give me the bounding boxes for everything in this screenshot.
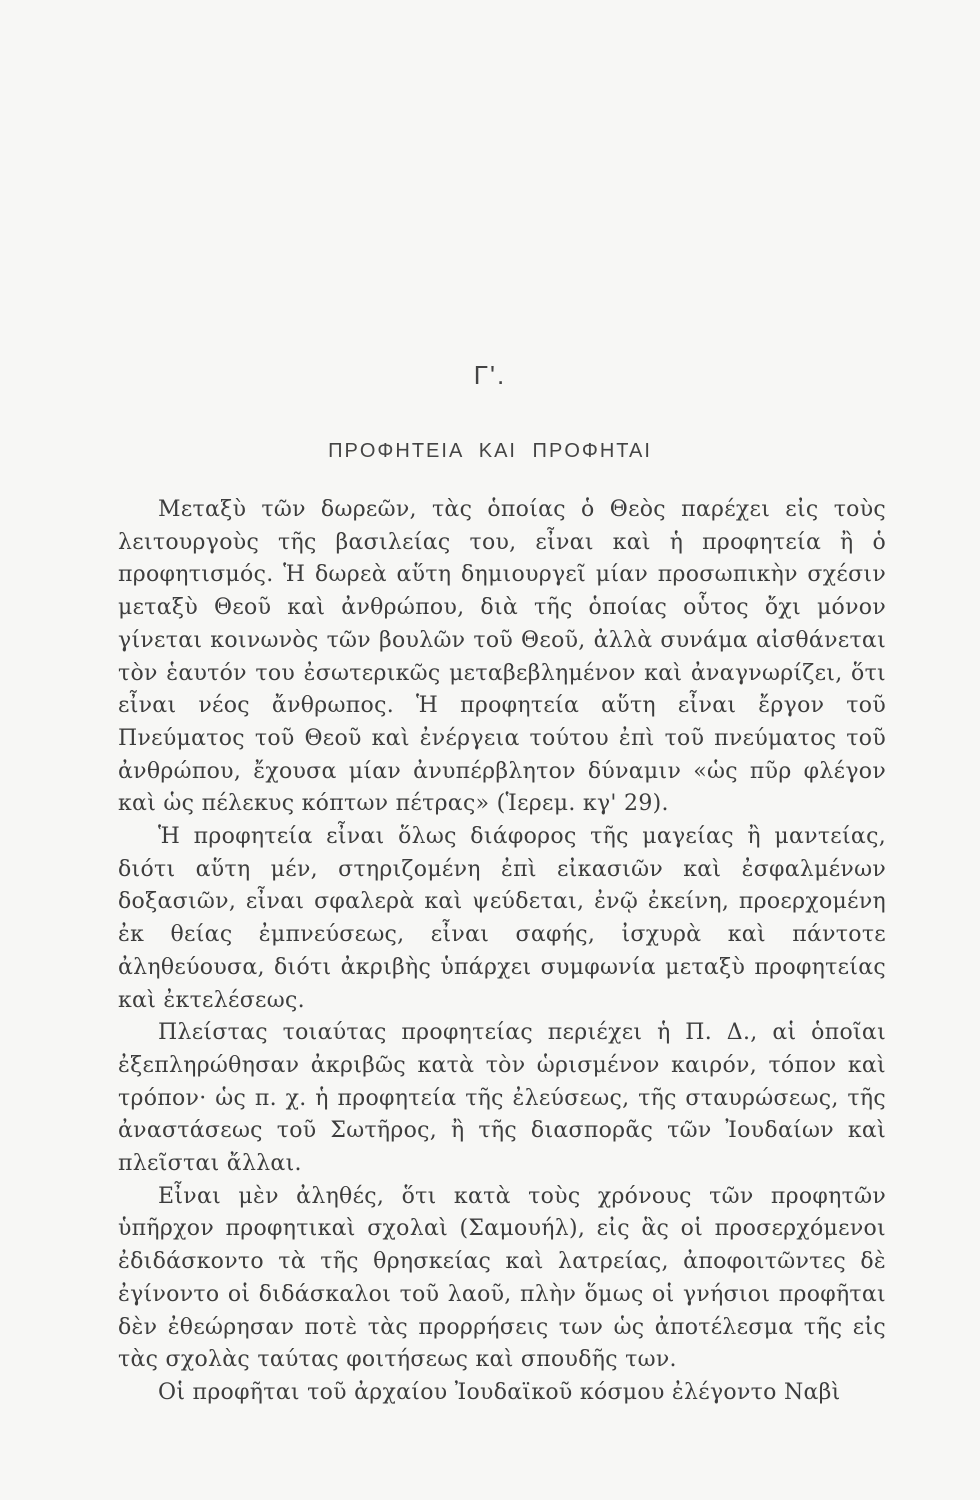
body-text [118,494,886,1410]
chapter-number: Γ'. [473,360,507,390]
paragraph-2: Ἡ προφητεία εἶναι ὅλως διάφορος τῆς μαγείας ἢ μαντείας, διότι αὕτη μέν, στηριζομένη ἐπὶ εἰκασιῶν καὶ ἐσφαλμένων δοξασιῶν, εἶναι σφαλερὰ καὶ ψεύδεται, ἐνῷ ἐκείνη, προερχομένη ἐκ θείας ἐμπνεύσεως, εἶναι σαφής, ἰσχυρὰ καὶ πάντοτε ἀληθεύουσα, διότι ἀκριβὴς ὑπάρχει συμφωνία μεταξὺ προφητείας καὶ ἐκτελέσεως. [118,824,886,1013]
paragraph-5: Οἱ προφῆται τοῦ ἀρχαίου Ἰουδαϊκοῦ κόσμου ἐλέγοντο Ναβὶ [158,1379,841,1405]
paragraph-4: Εἶναι μὲν ἀληθές, ὅτι κατὰ τοὺς χρόνους τῶν προφητῶν ὑπῆρχον προφητικαὶ σχολαὶ (Σαμουήλ), εἰς ἃς οἱ προσερχόμενοι ἐδιδάσκοντο τὰ τῆς θρησκείας καὶ λατρείας, ἀποφοιτῶντες δὲ ἐγίνοντο οἱ διδάσκαλοι τοῦ λαοῦ, πλὴν ὅμως οἱ γνήσιοι προφῆται δὲν ἐθεώρησαν ποτὲ τὰς προρρήσεις των ὡς ἀποτέλεσμα τῆς εἰς τὰς σχολὰς ταύτας φοιτήσεως καὶ σπουδῆς των. [118,1183,886,1373]
chapter-title: ΠΡΟΦΗΤΕΙΑ ΚΑΙ ΠΡΟΦΗΤΑΙ [328,440,652,462]
paragraph-1: Μεταξὺ τῶν δωρεῶν, τὰς ὁποίας ὁ Θεὸς παρέχει εἰς τοὺς λειτουργοὺς τῆς βασιλείας του, εἶναι καὶ ἡ προφητεία ἢ ὁ προφητισμός. Ἡ δωρεὰ αὕτη δημιουργεῖ μίαν προσωπικὴν σχέσιν μεταξὺ Θεοῦ καὶ ἀνθρώπου, διὰ τῆς ὁποίας οὗτος ὄχι μόνον γίνεται κοινωνὸς τῶν βουλῶν τοῦ Θεοῦ, ἀλλὰ συνάμα αἰσθάνεται τὸν ἑαυτόν του ἐσωτερικῶς μεταβεβλημένον καὶ ἀναγνωρίζει, ὅτι εἶναι νέος ἄνθρωπος. Ἡ προφητεία αὕτη εἶναι ἔργον τοῦ Πνεύματος τοῦ Θεοῦ καὶ ἐνέργεια τούτου ἐπὶ τοῦ πνεύματος τοῦ ἀνθρώπου, ἔχουσα μίαν ἀνυπέρβλητον δύναμιν «ὡς πῦρ φλέγον καὶ ὡς πέλεκυς κόπτων πέτρας» (Ἱερεμ. κγ' 29). [118,497,886,817]
paragraph-3: Πλείστας τοιαύτας προφητείας περιέχει ἡ Π. Δ., αἱ ὁποῖαι ἐξεπληρώθησαν ἀκριβῶς κατὰ τὸν ὡρισμένον καιρόν, τόπον καὶ τρόπον· ὡς π. χ. ἡ προφητεία τῆς ἐλεύσεως, τῆς σταυρώσεως, τῆς ἀναστάσεως τοῦ Σωτῆρος, ἢ τῆς διασπορᾶς τῶν Ἰουδαίων καὶ πλεῖσται ἄλλαι. [118,1020,886,1177]
